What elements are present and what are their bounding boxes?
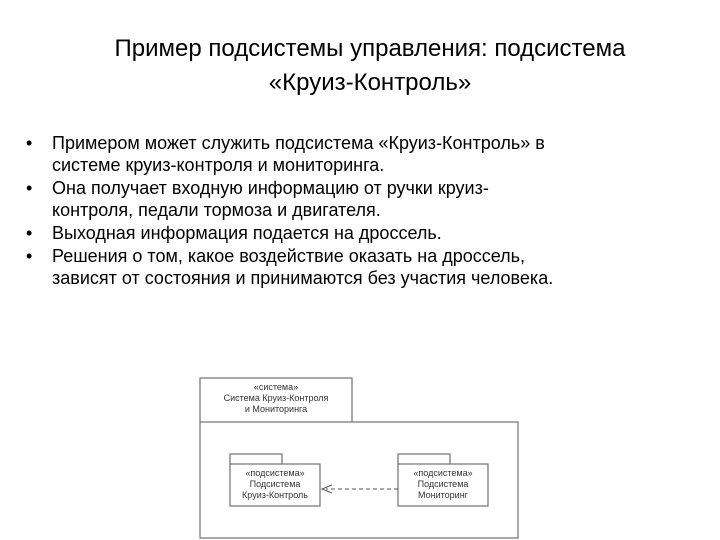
monitoring-subsystem-name-line-1: Подсистема (417, 479, 469, 489)
bullet-list (22, 132, 702, 290)
cruise-subsystem-tab (230, 454, 282, 464)
monitoring-subsystem-tab (398, 454, 450, 464)
monitoring-subsystem-name-line-2: Мониторинг (418, 490, 468, 500)
system-package-name-line-2: и Мониторинга (244, 404, 308, 414)
bullet-text-line-1: Она получает входную информацию от ручки круиз- (52, 178, 489, 198)
bullet-text-line-1: Примером может служить подсистема «Круиз-Контроль» в (52, 133, 545, 153)
slide-title-line-1: Пример подсистемы управления: подсистема (114, 35, 626, 62)
system-package-stereotype: «система» (253, 382, 299, 392)
monitoring-subsystem-stereotype: «подсистема» (413, 468, 473, 478)
bullet-dot: • (26, 246, 33, 266)
bullet-item (22, 132, 702, 176)
slide-title-line-2: «Круиз-Контроль» (268, 69, 472, 96)
cruise-subsystem-name-line-1: Подсистема (249, 479, 301, 489)
system-package-body (200, 422, 518, 538)
bullet-dot: • (26, 178, 33, 198)
bullet-text-line-2: контроля, педали тормоза и двигателя. (52, 200, 381, 220)
bullet-item (22, 222, 702, 244)
bullet-item (22, 245, 702, 289)
bullet-text-line-2: зависят от состояния и принимаются без участия человека. (52, 268, 554, 288)
cruise-subsystem-name-line-2: Круиз-Контроль (242, 490, 308, 500)
slide-title (30, 32, 710, 100)
system-package-name-line-1: Система Круиз-Контроля (223, 393, 329, 403)
bullet-item (22, 177, 702, 221)
bullet-dot: • (26, 133, 33, 153)
bullet-text-line-2: системе круиз-контроля и мониторинга. (52, 155, 385, 175)
bullet-text-line-1: Выходная информация подается на дроссель. (52, 223, 442, 243)
uml-package-diagram (180, 362, 540, 540)
bullet-dot: • (26, 223, 33, 243)
cruise-subsystem-stereotype: «подсистема» (245, 468, 305, 478)
bullet-text-line-1: Решения о том, какое воздействие оказать на дроссель, (52, 246, 526, 266)
